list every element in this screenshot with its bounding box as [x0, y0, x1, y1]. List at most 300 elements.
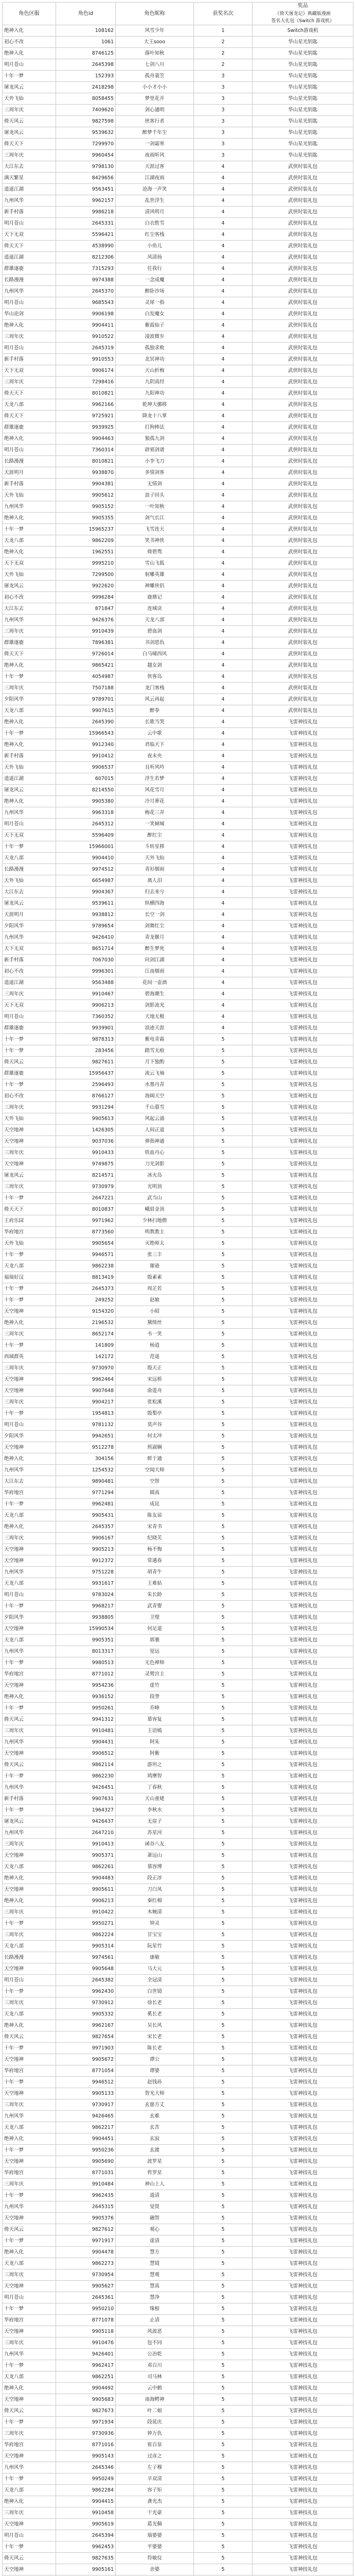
- count-cell: 5: [194, 2473, 253, 2485]
- table-row: [3, 1181, 353, 1193]
- table-body: [3, 25, 353, 2576]
- table-row: [3, 2235, 353, 2247]
- prize-cell: 飞雷神技礼包: [253, 2054, 353, 2065]
- prize-cell: 飞雷神技礼包: [253, 977, 353, 989]
- server-cell: 倚天风云: [3, 2224, 56, 2235]
- count-cell: 5: [194, 1193, 253, 1204]
- table-row: [3, 1839, 353, 1850]
- id-cell: 9789701: [56, 694, 116, 705]
- table-row: [3, 365, 353, 377]
- nickname-cell: 云中歌: [116, 728, 194, 739]
- count-cell: 5: [194, 2530, 253, 2541]
- server-cell: 天空地神: [3, 2519, 56, 2530]
- table-row: [3, 343, 353, 354]
- nickname-cell: 风波恶: [116, 2326, 194, 2337]
- id-cell: 2418298: [56, 82, 116, 93]
- id-cell: 9905332: [56, 2009, 116, 2020]
- count-cell: 4: [194, 275, 253, 286]
- nickname-cell: 青衫烟雨: [116, 864, 194, 875]
- count-cell: 5: [194, 1272, 253, 1283]
- prize-cell: 武侠时装礼包: [253, 320, 353, 331]
- server-cell: 新手村落: [3, 354, 56, 365]
- table-row: [3, 2428, 353, 2439]
- prize-cell: Switch游戏机: [253, 25, 353, 37]
- id-cell: 9539632: [56, 127, 116, 139]
- prize-cell: 飞雷神技礼包: [253, 739, 353, 751]
- id-cell: 9426410: [56, 932, 116, 943]
- table-row: [3, 1283, 353, 1295]
- table-row: [3, 445, 353, 456]
- id-cell: 2645361: [56, 2292, 116, 2303]
- prize-cell: 飞雷神技礼包: [253, 773, 353, 785]
- table-row: [3, 1725, 353, 1737]
- server-cell: 倚天风云: [3, 2553, 56, 2564]
- count-cell: 3: [194, 139, 253, 150]
- id-cell: 9942651: [56, 1431, 116, 1442]
- id-cell: 9910476: [56, 2337, 116, 2349]
- id-cell: 2596493: [56, 1079, 116, 1091]
- id-cell: 9539611: [56, 898, 116, 909]
- count-cell: 5: [194, 1918, 253, 1929]
- prize-cell: 武侠时装礼包: [253, 252, 353, 263]
- prize-cell: 飞雷神技礼包: [253, 785, 353, 796]
- prize-cell: 武侠时装礼包: [253, 229, 353, 241]
- prize-cell: 武侠时装礼包: [253, 501, 353, 513]
- nickname-cell: 陈长老: [116, 2043, 194, 2054]
- prize-cell: 飞雷神技礼包: [253, 2553, 353, 2564]
- count-cell: 4: [194, 989, 253, 1000]
- nickname-cell: 杨逍: [116, 1340, 194, 1351]
- id-cell: 8214550: [56, 785, 116, 796]
- id-cell: 9905672: [56, 2054, 116, 2065]
- id-cell: 9906198: [56, 309, 116, 320]
- server-cell: 九州风华: [3, 1737, 56, 1748]
- table-row: [3, 1884, 353, 1895]
- prize-cell: 飞雷神技礼包: [253, 2088, 353, 2099]
- id-cell: 9912340: [56, 739, 116, 751]
- prize-cell: 武侠时装礼包: [253, 490, 353, 501]
- prize-cell: 武侠时装礼包: [253, 195, 353, 207]
- id-cell: 9906174: [56, 365, 116, 377]
- nickname-cell: 无崖子: [116, 1816, 194, 1827]
- nickname-cell: 阿紫: [116, 1748, 194, 1759]
- table-row: [3, 218, 353, 229]
- count-cell: 4: [194, 320, 253, 331]
- nickname-cell: 周芷若: [116, 1283, 194, 1295]
- count-cell: 5: [194, 2133, 253, 2145]
- id-cell: 9910467: [56, 989, 116, 1000]
- server-cell: 十年一梦: [3, 2473, 56, 2485]
- nickname-cell: 辟邪剑谱: [116, 445, 194, 456]
- nickname-cell: 天龙八部: [116, 615, 194, 626]
- prize-cell: 华山星光钥匙: [253, 59, 353, 71]
- server-cell: 天龙八部: [3, 535, 56, 547]
- nickname-cell: 杨不悔: [116, 1544, 194, 1555]
- prize-cell: 飞雷神技礼包: [253, 1170, 353, 1181]
- id-cell: 9980513: [56, 1657, 116, 1669]
- id-cell: 9906213: [56, 1895, 116, 1907]
- count-cell: 4: [194, 649, 253, 660]
- table-row: [3, 1272, 353, 1283]
- id-cell: 9910433: [56, 1147, 116, 1159]
- table-row: [3, 1295, 353, 1306]
- nickname-cell: 赵钱孙: [116, 2077, 194, 2088]
- server-cell: 倚天风云: [3, 2405, 56, 2417]
- nickname-cell: 圆真: [116, 1487, 194, 1499]
- prize-cell: 飞雷神技礼包: [253, 1555, 353, 1567]
- id-cell: 9996301: [56, 966, 116, 977]
- id-cell: 9905376: [56, 2213, 116, 2224]
- server-cell: 九州风华: [3, 195, 56, 207]
- count-cell: 5: [194, 1374, 253, 1385]
- prize-cell: 飞雷神技礼包: [253, 1057, 353, 1068]
- prize-cell: 飞雷神技礼包: [253, 921, 353, 932]
- count-cell: 4: [194, 751, 253, 762]
- id-cell: 9912372: [56, 1555, 116, 1567]
- id-cell: 9862209: [56, 535, 116, 547]
- nickname-cell: 甘宝宝: [116, 1929, 194, 1941]
- count-cell: 5: [194, 1487, 253, 1499]
- table-row: [3, 626, 353, 637]
- nickname-cell: 灵犀一指: [116, 297, 194, 309]
- prize-cell: 飞雷神技礼包: [253, 1748, 353, 1759]
- count-cell: 5: [194, 2303, 253, 2315]
- table-row: [3, 1113, 353, 1125]
- prize-cell: 武侠时装礼包: [253, 615, 353, 626]
- prize-cell: 武侠时装礼包: [253, 422, 353, 433]
- prize-cell: 华山星光钥匙: [253, 71, 353, 82]
- count-cell: 4: [194, 739, 253, 751]
- table-row: [3, 1601, 353, 1612]
- table-row: [3, 1431, 353, 1442]
- id-cell: 7409620: [56, 105, 116, 116]
- id-cell: 9910458: [56, 2507, 116, 2519]
- table-row: [3, 1238, 353, 1249]
- nickname-cell: 段延庆: [116, 2417, 194, 2428]
- prize-cell: 华山星光钥匙: [253, 116, 353, 127]
- server-cell: 明月苍山: [3, 1975, 56, 1986]
- prize-cell: 武侠时装礼包: [253, 637, 353, 649]
- id-cell: 7299970: [56, 139, 116, 150]
- prize-cell: 飞雷神技礼包: [253, 932, 353, 943]
- nickname-cell: 吴长风: [116, 2020, 194, 2031]
- count-cell: 5: [194, 1159, 253, 1170]
- nickname-cell: 武青婴: [116, 1601, 194, 1612]
- prize-cell: 飞雷神技礼包: [253, 1884, 353, 1895]
- server-cell: 绝神入化: [3, 25, 56, 37]
- nickname-cell: 浮生若梦: [116, 773, 194, 785]
- nickname-cell: 一叶知秋: [116, 501, 194, 513]
- id-cell: 9905619: [56, 2519, 116, 2530]
- nickname-cell: 郭襄: [116, 1635, 194, 1646]
- prize-cell: 武侠时装礼包: [253, 354, 353, 365]
- table-row: [3, 932, 353, 943]
- nickname-cell: 梅花三弄: [116, 807, 194, 819]
- count-cell: 4: [194, 717, 253, 728]
- prize-cell: 飞雷神技礼包: [253, 1929, 353, 1941]
- id-cell: 9946512: [56, 2077, 116, 2088]
- count-cell: 4: [194, 218, 253, 229]
- server-cell: 倚天风云: [3, 2031, 56, 2043]
- table-row: [3, 1442, 353, 1453]
- nickname-cell: 鸠摩智: [116, 1771, 194, 1782]
- count-cell: 4: [194, 535, 253, 547]
- id-cell: 2645315: [56, 2201, 116, 2213]
- id-cell: 9905133: [56, 2088, 116, 2099]
- table-row: [3, 2315, 353, 2326]
- table-row: [3, 2451, 353, 2462]
- table-row: [3, 1306, 353, 1317]
- prize-cell: 飞雷神技礼包: [253, 1238, 353, 1249]
- count-cell: 5: [194, 1068, 253, 1079]
- server-cell: 十年一梦: [3, 2190, 56, 2201]
- count-cell: 4: [194, 524, 253, 535]
- count-cell: 5: [194, 1623, 253, 1635]
- count-cell: 4: [194, 195, 253, 207]
- id-cell: 5596409: [56, 830, 116, 841]
- nickname-cell: 且听风吟: [116, 762, 194, 773]
- count-cell: 4: [194, 966, 253, 977]
- server-cell: 夕阳风华: [3, 694, 56, 705]
- count-cell: 5: [194, 1419, 253, 1431]
- count-cell: 4: [194, 932, 253, 943]
- prize-cell: 华山星光钥匙: [253, 82, 353, 93]
- nickname-cell: 醉拳: [116, 705, 194, 717]
- server-cell: 绝神入化: [3, 1691, 56, 1703]
- nickname-cell: 水墨丹青: [116, 1079, 194, 1091]
- table-row: [3, 1159, 353, 1170]
- prize-cell: 飞雷神技礼包: [253, 2337, 353, 2349]
- table-row: [3, 1261, 353, 1272]
- nickname-cell: 阿朱: [116, 1737, 194, 1748]
- id-cell: 9827635: [56, 2553, 116, 2564]
- table-row: [3, 2156, 353, 2167]
- count-cell: 3: [194, 127, 253, 139]
- count-cell: 4: [194, 728, 253, 739]
- server-cell: 九州风华: [3, 1827, 56, 1839]
- id-cell: 9931294: [56, 1102, 116, 1113]
- id-cell: 9906213: [56, 1000, 116, 1011]
- count-cell: 5: [194, 1793, 253, 1805]
- id-cell: 9862217: [56, 2122, 116, 2133]
- nickname-cell: 一笑倾城: [116, 819, 194, 830]
- prize-cell: 武侠时装礼包: [253, 569, 353, 581]
- server-cell: 九州风华: [3, 286, 56, 297]
- id-cell: 9939925: [56, 422, 116, 433]
- nickname-cell: 叶二娘: [116, 2405, 194, 2417]
- id-cell: 9910412: [56, 751, 116, 762]
- prize-cell: 飞雷神技礼包: [253, 2530, 353, 2541]
- nickname-cell: 宋远桥: [116, 1374, 194, 1385]
- count-cell: 5: [194, 1725, 253, 1737]
- prize-cell: 飞雷神技礼包: [253, 1782, 353, 1793]
- id-cell: 8429656: [56, 173, 116, 184]
- server-cell: 天外飞仙: [3, 569, 56, 581]
- server-cell: 倚天天下: [3, 241, 56, 252]
- prize-cell: 飞雷神技礼包: [253, 989, 353, 1000]
- table-row: [3, 989, 353, 1000]
- table-row: [3, 422, 353, 433]
- server-cell: 明月苍山: [3, 297, 56, 309]
- id-cell: 9907631: [56, 1793, 116, 1805]
- count-cell: 5: [194, 2394, 253, 2405]
- table-row: [3, 1363, 353, 1374]
- id-cell: 9905213: [56, 1544, 116, 1555]
- nickname-cell: 夜未央: [116, 751, 194, 762]
- count-cell: 5: [194, 2519, 253, 2530]
- id-cell: 1964327: [56, 1805, 116, 1816]
- server-cell: 天空地神: [3, 2281, 56, 2292]
- id-cell: 9904451: [56, 2133, 116, 2145]
- count-cell: 5: [194, 1567, 253, 1578]
- table-row: [3, 1510, 353, 1521]
- id-cell: 2645312: [56, 819, 116, 830]
- table-row: [3, 1374, 353, 1385]
- prize-cell: 武侠时装礼包: [253, 218, 353, 229]
- table-row: [3, 93, 353, 105]
- table-row: [3, 2133, 353, 2145]
- count-cell: 5: [194, 2417, 253, 2428]
- table-row: [3, 807, 353, 819]
- nickname-cell: 天山折梅: [116, 365, 194, 377]
- server-cell: 明月苍山: [3, 2292, 56, 2303]
- table-row: [3, 773, 353, 785]
- table-row: [3, 1351, 353, 1363]
- nickname-cell: 峨眉金顶: [116, 1204, 194, 1215]
- prize-cell: 飞雷神技礼包: [253, 1136, 353, 1147]
- id-cell: 1426305: [56, 1125, 116, 1136]
- server-cell: 屠龙风云: [3, 82, 56, 93]
- prize-cell: 武侠时装礼包: [253, 399, 353, 411]
- id-cell: 7067030: [56, 955, 116, 966]
- nickname-cell: 张松溪: [116, 1397, 194, 1408]
- prize-cell: 飞雷神技礼包: [253, 2281, 353, 2292]
- table-row: [3, 1691, 353, 1703]
- id-cell: 9905611: [56, 1884, 116, 1895]
- nickname-cell: 离人泪: [116, 875, 194, 887]
- table-row: [3, 399, 353, 411]
- server-cell: 天下无双: [3, 558, 56, 569]
- id-cell: 9971903: [56, 2043, 116, 2054]
- server-cell: 夕阳风华: [3, 1431, 56, 1442]
- nickname-cell: 常遇春: [116, 1555, 194, 1567]
- server-cell: 九州风华: [3, 615, 56, 626]
- id-cell: 9862114: [56, 1759, 116, 1771]
- table-row: [3, 1657, 353, 1669]
- table-row: [3, 1759, 353, 1771]
- table-row: [3, 1453, 353, 1465]
- id-cell: 1954813: [56, 1408, 116, 1419]
- prize-cell: 飞雷神技礼包: [253, 2315, 353, 2326]
- count-cell: 5: [194, 2111, 253, 2122]
- nickname-cell: 降龙十八掌: [116, 411, 194, 422]
- id-cell: 2645394: [56, 2530, 116, 2541]
- prize-cell: 武侠时装礼包: [253, 286, 353, 297]
- table-row: [3, 25, 353, 37]
- table-row: [3, 1873, 353, 1884]
- id-cell: 7360352: [56, 1011, 116, 1023]
- nickname-cell: 葛光佩: [116, 2519, 194, 2530]
- server-cell: 天空地神: [3, 2156, 56, 2167]
- id-cell: 9907648: [56, 1385, 116, 1397]
- server-cell: 倚天天下: [3, 649, 56, 660]
- nickname-cell: 俞莲舟: [116, 1385, 194, 1397]
- prize-cell: 飞雷神技礼包: [253, 1374, 353, 1385]
- nickname-cell: 玄难: [116, 2111, 194, 2122]
- server-cell: 天龙八部: [3, 2371, 56, 2383]
- count-cell: 5: [194, 1147, 253, 1159]
- server-cell: 天龙八部: [3, 1578, 56, 1589]
- id-cell: 9751228: [56, 1567, 116, 1578]
- prize-cell: 飞雷神技礼包: [253, 1147, 353, 1159]
- table-row: [3, 547, 353, 558]
- prize-cell: 飞雷神技礼包: [253, 1669, 353, 1680]
- table-row: [3, 603, 353, 615]
- table-row: [3, 1714, 353, 1725]
- server-cell: 天下无双: [3, 943, 56, 955]
- table-row: [3, 1578, 353, 1589]
- prize-cell: 武侠时装礼包: [253, 445, 353, 456]
- server-cell: 群雄逐鹿: [3, 422, 56, 433]
- count-cell: 4: [194, 592, 253, 603]
- id-cell: 9749875: [56, 1159, 116, 1170]
- nickname-cell: 问剑江湖: [116, 955, 194, 966]
- count-cell: 5: [194, 1714, 253, 1725]
- nickname-cell: 武当山: [116, 1193, 194, 1204]
- id-cell: 9962453: [56, 2541, 116, 2553]
- nickname-cell: 弹指神通: [116, 1136, 194, 1147]
- nickname-cell: 融智: [116, 2213, 194, 2224]
- table-row: [3, 1340, 353, 1351]
- table-row: [3, 2553, 353, 2564]
- table-row: [3, 2371, 353, 2383]
- prize-cell: 飞雷神技礼包: [253, 2156, 353, 2167]
- prize-cell: 飞雷神技礼包: [253, 2439, 353, 2451]
- count-cell: 4: [194, 853, 253, 864]
- table-row: [3, 2122, 353, 2133]
- table-row: [3, 2496, 353, 2507]
- server-cell: 三周年庆: [3, 683, 56, 694]
- table-row: [3, 1997, 353, 2009]
- table-row: [3, 1907, 353, 1918]
- table-row: [3, 1612, 353, 1623]
- table-row: [3, 2258, 353, 2269]
- count-cell: 5: [194, 1261, 253, 1272]
- header-count: 获奖名次: [194, 3, 253, 25]
- id-cell: 9986218: [56, 207, 116, 218]
- count-cell: 4: [194, 773, 253, 785]
- table-row: [3, 263, 353, 275]
- count-cell: 4: [194, 626, 253, 637]
- table-row: [3, 717, 353, 728]
- id-cell: 9904381: [56, 479, 116, 490]
- prize-cell: 飞雷神技礼包: [253, 1045, 353, 1057]
- nickname-cell: 慧真: [116, 2281, 194, 2292]
- prize-cell: 飞雷神技礼包: [253, 2507, 353, 2519]
- table-row: [3, 2303, 353, 2315]
- nickname-cell: 卫璧: [116, 1612, 194, 1623]
- table-row: [3, 1317, 353, 1329]
- table-row: [3, 1567, 353, 1578]
- id-cell: 9904217: [56, 1397, 116, 1408]
- count-cell: 4: [194, 161, 253, 173]
- id-cell: 9781132: [56, 1419, 116, 1431]
- table-row: [3, 592, 353, 603]
- table-row: [3, 1623, 353, 1635]
- table-row: [3, 887, 353, 898]
- prize-cell: 武侠时装礼包: [253, 207, 353, 218]
- prize-cell: 华山星光钥匙: [253, 37, 353, 48]
